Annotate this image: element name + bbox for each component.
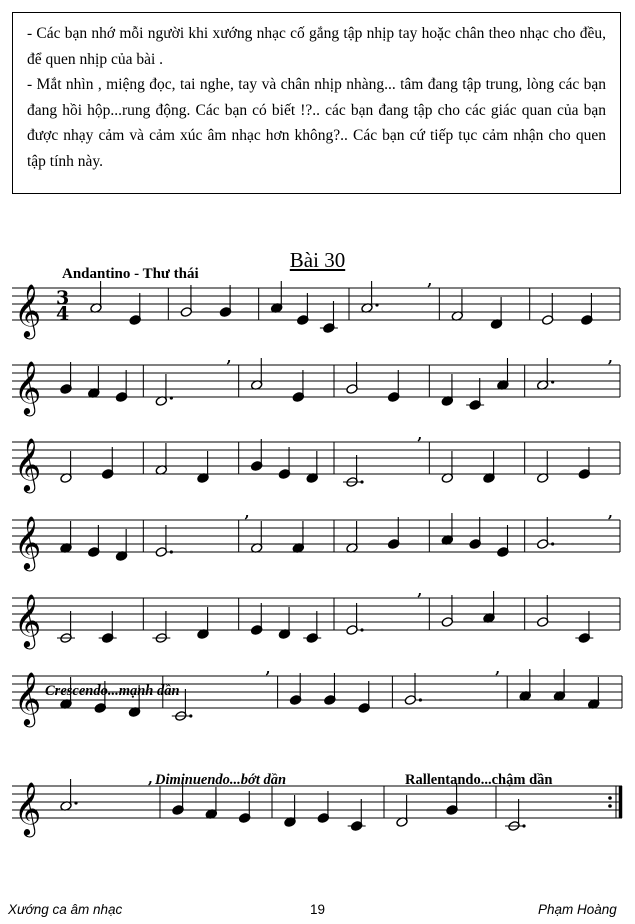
note bbox=[536, 595, 548, 627]
note bbox=[387, 517, 399, 549]
note bbox=[441, 595, 453, 627]
footer-author: Phạm Hoàng bbox=[538, 902, 617, 917]
note bbox=[306, 451, 318, 483]
note bbox=[297, 293, 309, 325]
note bbox=[348, 799, 366, 831]
staff-5 bbox=[12, 583, 620, 649]
breath-mark: , bbox=[226, 350, 232, 366]
note bbox=[197, 451, 209, 483]
staff-1 bbox=[12, 273, 620, 339]
note bbox=[497, 358, 509, 390]
note bbox=[497, 525, 509, 557]
note bbox=[115, 529, 127, 561]
exercise-title: Bài 30 bbox=[289, 248, 346, 272]
dot bbox=[170, 396, 173, 399]
note bbox=[581, 293, 593, 325]
note bbox=[536, 358, 554, 390]
note bbox=[60, 677, 72, 709]
staff-4 bbox=[12, 505, 620, 571]
direction-diminuendo: Diminuendo...bớt dần bbox=[155, 772, 287, 788]
note bbox=[541, 293, 553, 325]
note bbox=[57, 611, 75, 643]
note bbox=[466, 378, 484, 410]
note bbox=[519, 669, 531, 701]
note bbox=[205, 787, 217, 819]
note bbox=[346, 521, 358, 553]
treble-clef: 𝄞 bbox=[14, 671, 42, 725]
breath-mark: , bbox=[417, 583, 423, 599]
note bbox=[578, 447, 590, 479]
dot bbox=[551, 380, 554, 383]
treble-clef: 𝄞 bbox=[14, 593, 42, 647]
dot bbox=[74, 801, 77, 804]
note bbox=[172, 783, 184, 815]
note bbox=[60, 451, 72, 483]
treble-clef: 𝄞 bbox=[14, 437, 42, 491]
breath-mark: , bbox=[608, 350, 613, 366]
note bbox=[99, 611, 117, 643]
note bbox=[587, 677, 599, 709]
note bbox=[219, 285, 231, 317]
dot bbox=[360, 628, 363, 631]
note bbox=[238, 791, 250, 823]
note bbox=[250, 439, 262, 471]
direction-rallentando: Rallentando...chậm dần bbox=[405, 772, 553, 788]
treble-clef: 𝄞 bbox=[14, 360, 42, 414]
note bbox=[90, 281, 102, 313]
note bbox=[361, 281, 379, 313]
note bbox=[324, 673, 336, 705]
note bbox=[536, 517, 554, 549]
note bbox=[250, 521, 262, 553]
note bbox=[278, 447, 290, 479]
breath-mark: , bbox=[148, 771, 153, 787]
note bbox=[270, 281, 282, 313]
treble-clef: 𝄞 bbox=[14, 781, 42, 835]
note bbox=[346, 603, 364, 635]
note bbox=[172, 689, 193, 721]
note bbox=[180, 285, 192, 317]
note bbox=[250, 358, 262, 390]
time-signature-bottom: 4 bbox=[56, 303, 70, 325]
staff-6 bbox=[12, 661, 622, 727]
note bbox=[101, 447, 113, 479]
note bbox=[155, 443, 167, 475]
note bbox=[115, 370, 127, 402]
note bbox=[469, 517, 481, 549]
staff-7 bbox=[12, 771, 622, 837]
note bbox=[60, 779, 78, 811]
footer-book-title: Xướng ca âm nhạc bbox=[8, 902, 123, 917]
note bbox=[317, 791, 329, 823]
note bbox=[128, 685, 140, 717]
note bbox=[441, 374, 453, 406]
note bbox=[446, 783, 458, 815]
dot bbox=[522, 824, 525, 827]
note bbox=[451, 289, 463, 321]
intro-paragraph-1: - Các bạn nhớ mỗi người khi xướng nhạc cố gắng tập nhịp tay hoặc chân theo nhạc cho đều, để quen nhịp của bài . bbox=[27, 25, 606, 68]
footer-page-number: 19 bbox=[310, 902, 326, 917]
note bbox=[152, 611, 170, 643]
note bbox=[553, 669, 565, 701]
staff-3 bbox=[12, 427, 620, 493]
note bbox=[346, 362, 358, 394]
dot bbox=[419, 698, 422, 701]
note bbox=[343, 455, 364, 487]
note bbox=[441, 513, 453, 545]
dot bbox=[189, 714, 192, 717]
note bbox=[155, 374, 173, 406]
breath-mark: , bbox=[608, 505, 613, 521]
note bbox=[88, 525, 100, 557]
note bbox=[536, 451, 548, 483]
tempo-marking: Andantino - Thư thái bbox=[62, 266, 199, 282]
note bbox=[292, 521, 304, 553]
note bbox=[575, 611, 593, 643]
repeat-dot bbox=[608, 796, 612, 800]
note bbox=[505, 799, 526, 831]
note bbox=[94, 681, 106, 713]
note bbox=[278, 607, 290, 639]
dot bbox=[170, 550, 173, 553]
treble-clef: 𝄞 bbox=[14, 515, 42, 569]
repeat-dot bbox=[608, 804, 612, 808]
treble-clef: 𝄞 bbox=[14, 283, 42, 337]
note bbox=[441, 451, 453, 483]
note bbox=[250, 603, 262, 635]
note bbox=[358, 681, 370, 713]
note bbox=[303, 611, 321, 643]
breath-mark: , bbox=[495, 661, 501, 677]
breath-mark: , bbox=[244, 505, 250, 521]
note bbox=[483, 591, 495, 623]
dot bbox=[375, 303, 378, 306]
note bbox=[292, 370, 304, 402]
note bbox=[197, 607, 209, 639]
breath-mark: , bbox=[265, 661, 271, 677]
note bbox=[284, 795, 296, 827]
note bbox=[155, 525, 173, 557]
note bbox=[289, 673, 301, 705]
note bbox=[129, 293, 141, 325]
dot bbox=[551, 542, 554, 545]
breath-mark: , bbox=[417, 427, 423, 443]
direction-crescendo: Crescendo...mạnh dần bbox=[45, 683, 180, 699]
note bbox=[60, 521, 72, 553]
breath-mark: , bbox=[427, 273, 433, 289]
note bbox=[88, 366, 100, 398]
note bbox=[483, 451, 495, 483]
staff-2 bbox=[12, 350, 620, 416]
note bbox=[396, 795, 408, 827]
note bbox=[490, 297, 502, 329]
note bbox=[387, 370, 399, 402]
time-signature-top: 3 bbox=[56, 287, 70, 309]
dot bbox=[360, 480, 363, 483]
note bbox=[404, 673, 422, 705]
note bbox=[60, 362, 72, 394]
intro-paragraph-2: - Mắt nhìn , miệng đọc, tai nghe, tay và chân nhịp nhàng... tâm đang tập trung, lòng các bạn đang hồi hộp...rung động. Các bạn có biết !?.. các bạn đang tập cho các giác quan của bạn được nhạy cảm và cảm xúc âm nhạc hơn không?.. Các bạn cứ tiếp tục cảm nhận cho quen tập tính này. bbox=[27, 76, 606, 170]
note bbox=[320, 301, 338, 333]
